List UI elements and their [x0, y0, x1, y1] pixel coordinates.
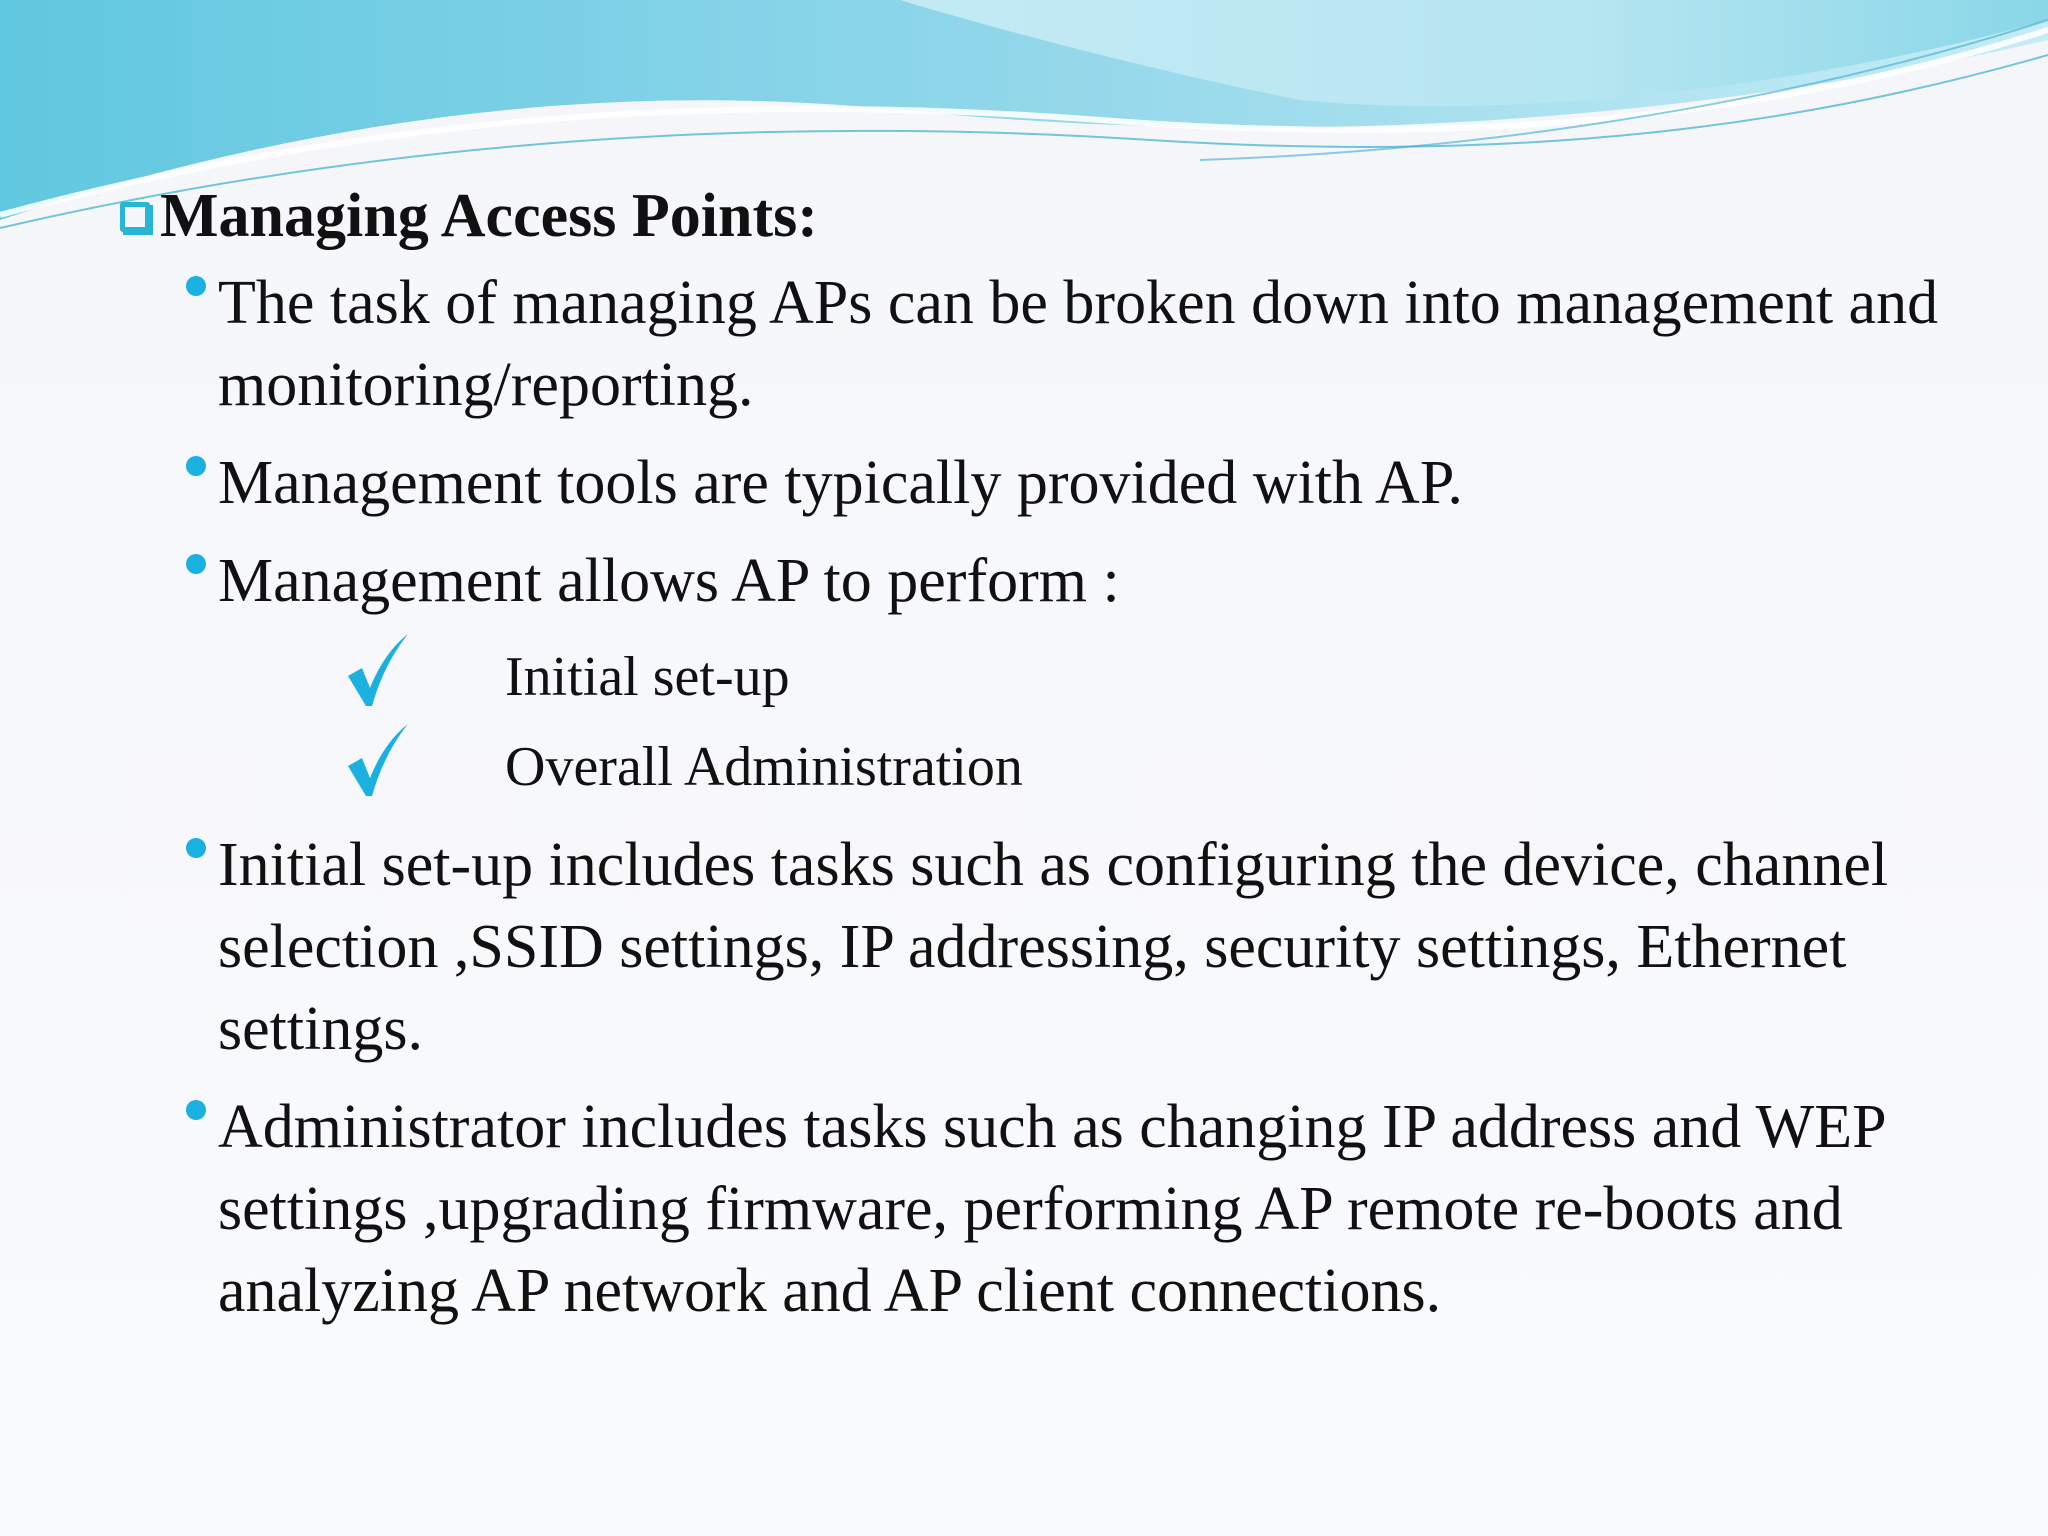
- slide-content: [120, 178, 1980, 1348]
- bullet-text: The task of managing APs can be broken down into management and monitoring/reporting.: [218, 269, 1939, 419]
- bullet-text: Management allows AP to perform :: [218, 547, 1120, 615]
- bullet-dot-icon: [186, 554, 206, 574]
- checklist: [120, 632, 1980, 812]
- bullet-dot-icon: [186, 456, 206, 476]
- checklist-text: Overall Administration: [505, 736, 1023, 798]
- checkmark-icon: [342, 632, 412, 712]
- list-item: [120, 262, 1980, 426]
- list-item: [120, 824, 1980, 1070]
- list-item: [120, 540, 1980, 622]
- checklist-item: [120, 722, 1980, 812]
- bullet-list: [120, 262, 1980, 622]
- checkbox-square-icon: [120, 202, 150, 232]
- list-item: [120, 1086, 1980, 1332]
- slide-heading: [120, 178, 1980, 254]
- checklist-text: Initial set-up: [505, 646, 790, 708]
- bullet-dot-icon: [186, 1100, 206, 1120]
- heading-text: Managing Access Points:: [160, 182, 818, 250]
- bullet-text: Management tools are typically provided with AP.: [218, 449, 1463, 517]
- checkmark-icon: [342, 722, 412, 802]
- bullet-text: Initial set-up includes tasks such as configuring the device, channel selection ,SSID settings, IP addressing, security settings, Ethernet settings.: [218, 831, 1889, 1063]
- list-item: [120, 442, 1980, 524]
- bullet-text: Administrator includes tasks such as changing IP address and WEP settings ,upgrading firmware, performing AP remote re-boots and analyzing AP network and AP client connections.: [218, 1093, 1885, 1325]
- bullet-dot-icon: [186, 838, 206, 858]
- checklist-item: [120, 632, 1980, 722]
- bullet-dot-icon: [186, 276, 206, 296]
- bullet-list-continued: [120, 824, 1980, 1332]
